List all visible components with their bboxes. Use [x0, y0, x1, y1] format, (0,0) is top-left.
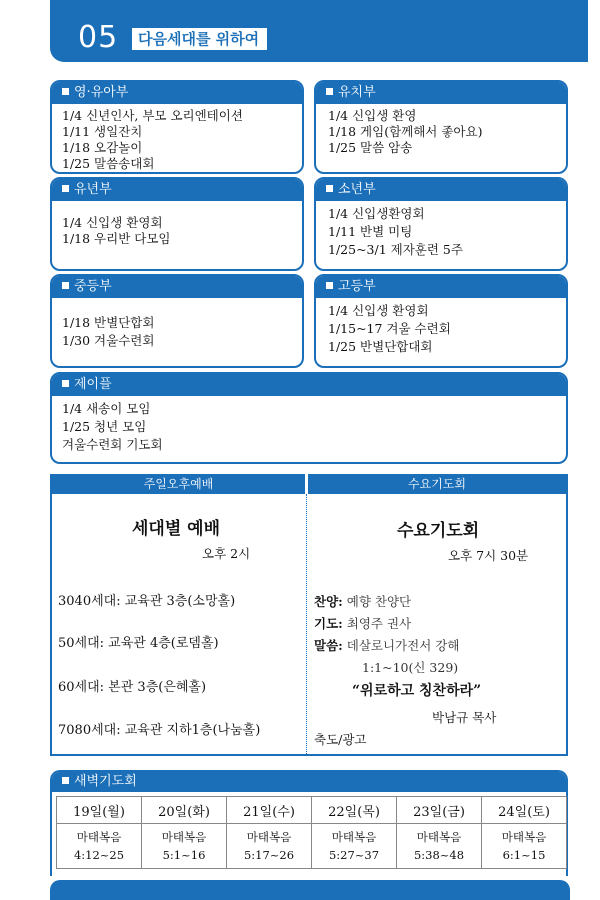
closing: 축도/광고 [314, 732, 367, 747]
event-item: 1/4 새송이 모임 [62, 401, 151, 416]
dept-child [50, 177, 304, 271]
event-item: 1/11 생일잔치 [62, 124, 143, 139]
day-cell: 19일(월) [57, 797, 142, 824]
wednesday-header: 수요기도회 [308, 474, 566, 494]
section-number: 05 [78, 20, 119, 55]
wednesday-time: 오후 7시 30분 [448, 548, 529, 563]
day-cell: 24일(토) [482, 797, 567, 824]
event-item: 1/30 겨울수련회 [62, 333, 155, 348]
prayer-value: 최영주 권사 [346, 616, 412, 631]
verse: 1:1~10(신 329) [362, 660, 459, 675]
section-title: 다음세대를 위하여 [132, 28, 267, 50]
sunday-time: 오후 2시 [202, 546, 251, 561]
event-item: 1/25~3/1 제자훈련 5주 [328, 242, 463, 257]
square-icon [62, 380, 69, 387]
sermon-title: “위로하고 칭찬하라” [352, 683, 482, 699]
dept-middle [50, 274, 304, 368]
square-icon [326, 282, 333, 289]
event-item: 1/18 우리반 다모임 [62, 231, 171, 246]
square-icon [326, 88, 333, 95]
square-icon [62, 777, 69, 784]
event-item: 1/15~17 겨울 수련회 [328, 321, 451, 336]
day-cell: 22일(목) [312, 797, 397, 824]
event-item: 1/18 오감놀이 [62, 140, 143, 155]
book-name: 마태복음 [161, 830, 207, 844]
dept-title: 고등부 [338, 279, 376, 294]
praise-value: 예향 찬양단 [346, 594, 412, 609]
square-icon [62, 185, 69, 192]
preacher: 박남규 목사 [432, 710, 497, 725]
event-item: 1/25 말씀 암송 [328, 140, 413, 155]
book-name: 마태복음 [501, 830, 547, 844]
verse-cell [57, 824, 142, 869]
day-cell: 21일(수) [227, 797, 312, 824]
verse-range: 4:12~25 [73, 848, 125, 862]
word-label: 말씀: [314, 638, 343, 653]
dept-title: 제이플 [74, 377, 112, 392]
verse-range: 5:38~48 [413, 848, 465, 862]
event-item: 1/4 신입생 환영 [328, 108, 417, 123]
dawn-title: 새벽기도회 [74, 774, 137, 789]
footer-bar [50, 880, 570, 900]
event-item: 1/11 반별 미팅 [328, 224, 413, 239]
book-name: 마태복음 [331, 830, 377, 844]
dept-kinder [314, 80, 568, 174]
sunday-title: 세대별 예배 [132, 519, 221, 539]
book-name: 마태복음 [416, 830, 462, 844]
praise-label: 찬양: [314, 594, 343, 609]
event-item: 1/4 신입생 환영회 [328, 303, 429, 318]
dept-high [314, 274, 568, 368]
dept-title: 영·유아부 [74, 85, 129, 100]
event-item: 1/25 반별단합대회 [328, 339, 433, 354]
book-name: 마태복음 [76, 830, 122, 844]
dept-jeipul [50, 372, 568, 464]
event-item: 1/25 말씀송대회 [62, 156, 155, 171]
wednesday-title: 수요기도회 [397, 521, 480, 541]
verse-range: 5:1~16 [162, 848, 206, 862]
verse-cell [312, 824, 397, 869]
location-item: 60세대: 본관 3층(은혜홀) [58, 680, 207, 695]
services-section [50, 474, 568, 756]
square-icon [62, 88, 69, 95]
event-item: 1/18 게임(함께해서 좋아요) [328, 124, 483, 139]
prayer-label: 기도: [314, 616, 343, 631]
book-name: 마태복음 [246, 830, 292, 844]
sunday-header: 주일오후예배 [52, 474, 305, 494]
dept-boys [314, 177, 568, 271]
day-cell: 20일(화) [142, 797, 227, 824]
verse-cell [482, 824, 567, 869]
verse-cell [142, 824, 227, 869]
verse-range: 5:27~37 [328, 848, 380, 862]
dept-infant [50, 80, 304, 174]
event-item: 1/18 반별단합회 [62, 315, 155, 330]
dept-title: 중등부 [74, 279, 112, 294]
top-banner [50, 0, 588, 62]
location-item: 7080세대: 교육관 지하1층(나눔홀) [58, 723, 261, 738]
verse-cell [397, 824, 482, 869]
event-item: 1/4 신입생 환영회 [62, 215, 163, 230]
dept-title: 소년부 [338, 182, 376, 197]
event-item: 1/4 신입생환영회 [328, 206, 425, 221]
dawn-schedule-table [56, 796, 567, 869]
location-item: 50세대: 교육관 4층(로뎀홀) [58, 636, 219, 651]
word-value: 데살로니가전서 강해 [346, 638, 460, 653]
event-item: 1/25 청년 모임 [62, 419, 147, 434]
square-icon [62, 282, 69, 289]
column-divider [306, 494, 307, 754]
verse-cell [227, 824, 312, 869]
dept-title: 유년부 [74, 182, 112, 197]
verse-range: 5:17~26 [243, 848, 295, 862]
location-item: 3040세대: 교육관 3층(소망홀) [58, 594, 236, 609]
dept-title: 유치부 [338, 85, 376, 100]
square-icon [326, 185, 333, 192]
verse-range: 6:1~15 [502, 848, 546, 862]
event-item: 겨울수련회 기도회 [62, 437, 163, 452]
event-item: 1/4 신년인사, 부모 오리엔테이션 [62, 108, 243, 123]
day-cell: 23일(금) [397, 797, 482, 824]
